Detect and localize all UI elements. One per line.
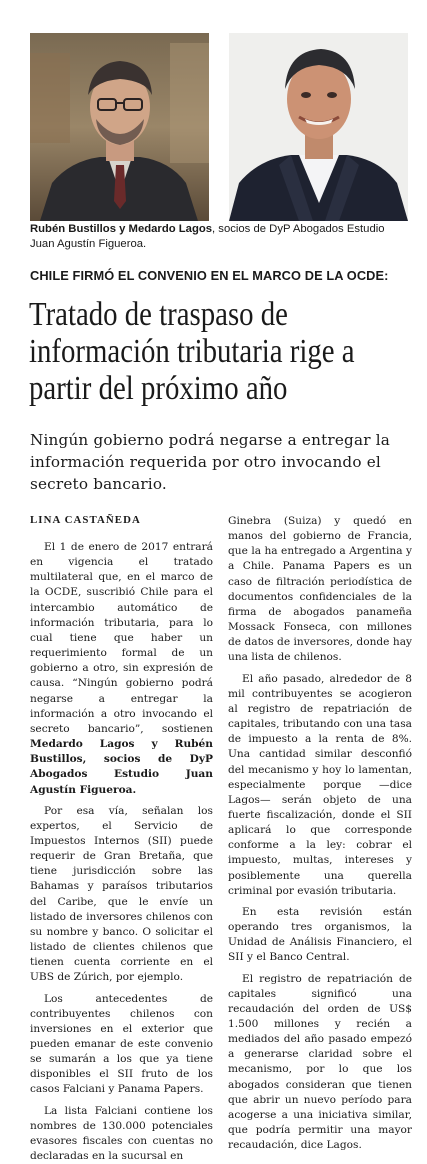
caption-rest: , socios de DyP Abogados Estudio Juan Agustín Figueroa. [30,223,385,250]
paragraph-2: Por esa vía, señalan los expertos, el Servicio de Impuestos Internos (SII) puede requerir de Gran Bretaña, que tiene jurisdicción sobre las Bahamas y paraísos tributarios del Caribe, que le envíe un listado de inversores chilenos con su nombre y banco. O solicitar el listado de clientes chilenos que tienen cuenta corriente en el UBS de Zúrich, por ejemplo. [30,804,213,984]
article-byline: LINA CASTAÑEDA [30,514,141,526]
paragraph-1-bold: Medardo Lagos y Rubén Bustillos, socios de DyP Abogados Estudio Juan Agustín Figueroa. [30,738,213,796]
paragraph-3: Los antecedentes de contribuyentes chilenos con inversiones en el exterior que pueden emanar de este convenio se sumarán a los que ya tiene disponibles el SII fruto de los casos Falciani y Panama Papers. [30,992,213,1096]
paragraph-1 [30,540,213,798]
article-column-left [30,540,213,1164]
article-kicker: CHILE FIRMÓ EL CONVENIO EN EL MARCO DE LA OCDE: [30,268,389,283]
caption-names: Rubén Bustillos y Medardo Lagos [30,223,213,235]
photo-strip [30,33,408,221]
article-deck: Ningún gobierno podrá negarse a entregar la información requerida por otro invocando el secreto bancario. [30,431,391,493]
paragraph-4-start: La lista Falciani contiene los nombres de 130.000 potenciales evasores fiscales con cuentas no declaradas en la sucursal en [30,1104,213,1163]
photo-caption [30,222,410,252]
article-column-right [228,514,412,1153]
portrait-left-illustration [30,33,209,221]
portrait-right-illustration [229,33,408,221]
article-headline: Tratado de traspaso de información tributaria rige a partir del próximo año [29,296,355,407]
paragraph-6: En esta revisión están operando tres organismos, la Unidad de Análisis Financiero, el SII y el Banco Central. [228,905,412,964]
paragraph-1-text: El 1 de enero de 2017 entrará en vigencia el tratado multilateral que, en el marco de la OCDE, suscribió Chile para el intercambio automático de información tributaria, para lo cual tiene que haber un requerimiento formal de un gobierno a otro, sin expresión de causa. “Ningún gobierno podrá negarse a entregar la información a otro invocando el secreto bancario”, sostienen [30,541,213,735]
photo-ruben-bustillos [30,33,209,221]
paragraph-7: El registro de repatriación de capitales significó una recaudación del orden de US$ 1.500 millones y recién a mediados del año pasado empezó a generarse claridad sobre el mecanismo, por lo que los abogados consideran que tienen que abrir un nuevo período para acogerse a una iniciativa similar, que podría permitir una mayor recaudación, dice Lagos. [228,972,412,1152]
paragraph-5: El año pasado, alrededor de 8 mil contribuyentes se acogieron al registro de repatriación de capitales, tributando con una tasa de impuesto a la renta de 8%. Una cantidad similar desconfió del mecanismo y hoy lo lamentan, especialmente porque —dice Lagos— serán objeto de una fuerte fiscalización, donde el SII aplicará lo que corresponde conforme a la ley: cobrar el impuesto, multas, intereses y posiblemente una querella criminal por evasión tributaria. [228,672,412,897]
photo-medardo-lagos [229,33,408,221]
paragraph-4-continued: Ginebra (Suiza) y quedó en manos del gobierno de Francia, que la ha entregado a Argentina y a Chile. Panama Papers es un caso de filtración periodística de documentos confidenciales de la firma de abogados panameña Mossack Fonseca, con millones de datos de inversores, donde hay una lista de chilenos. [228,515,412,664]
